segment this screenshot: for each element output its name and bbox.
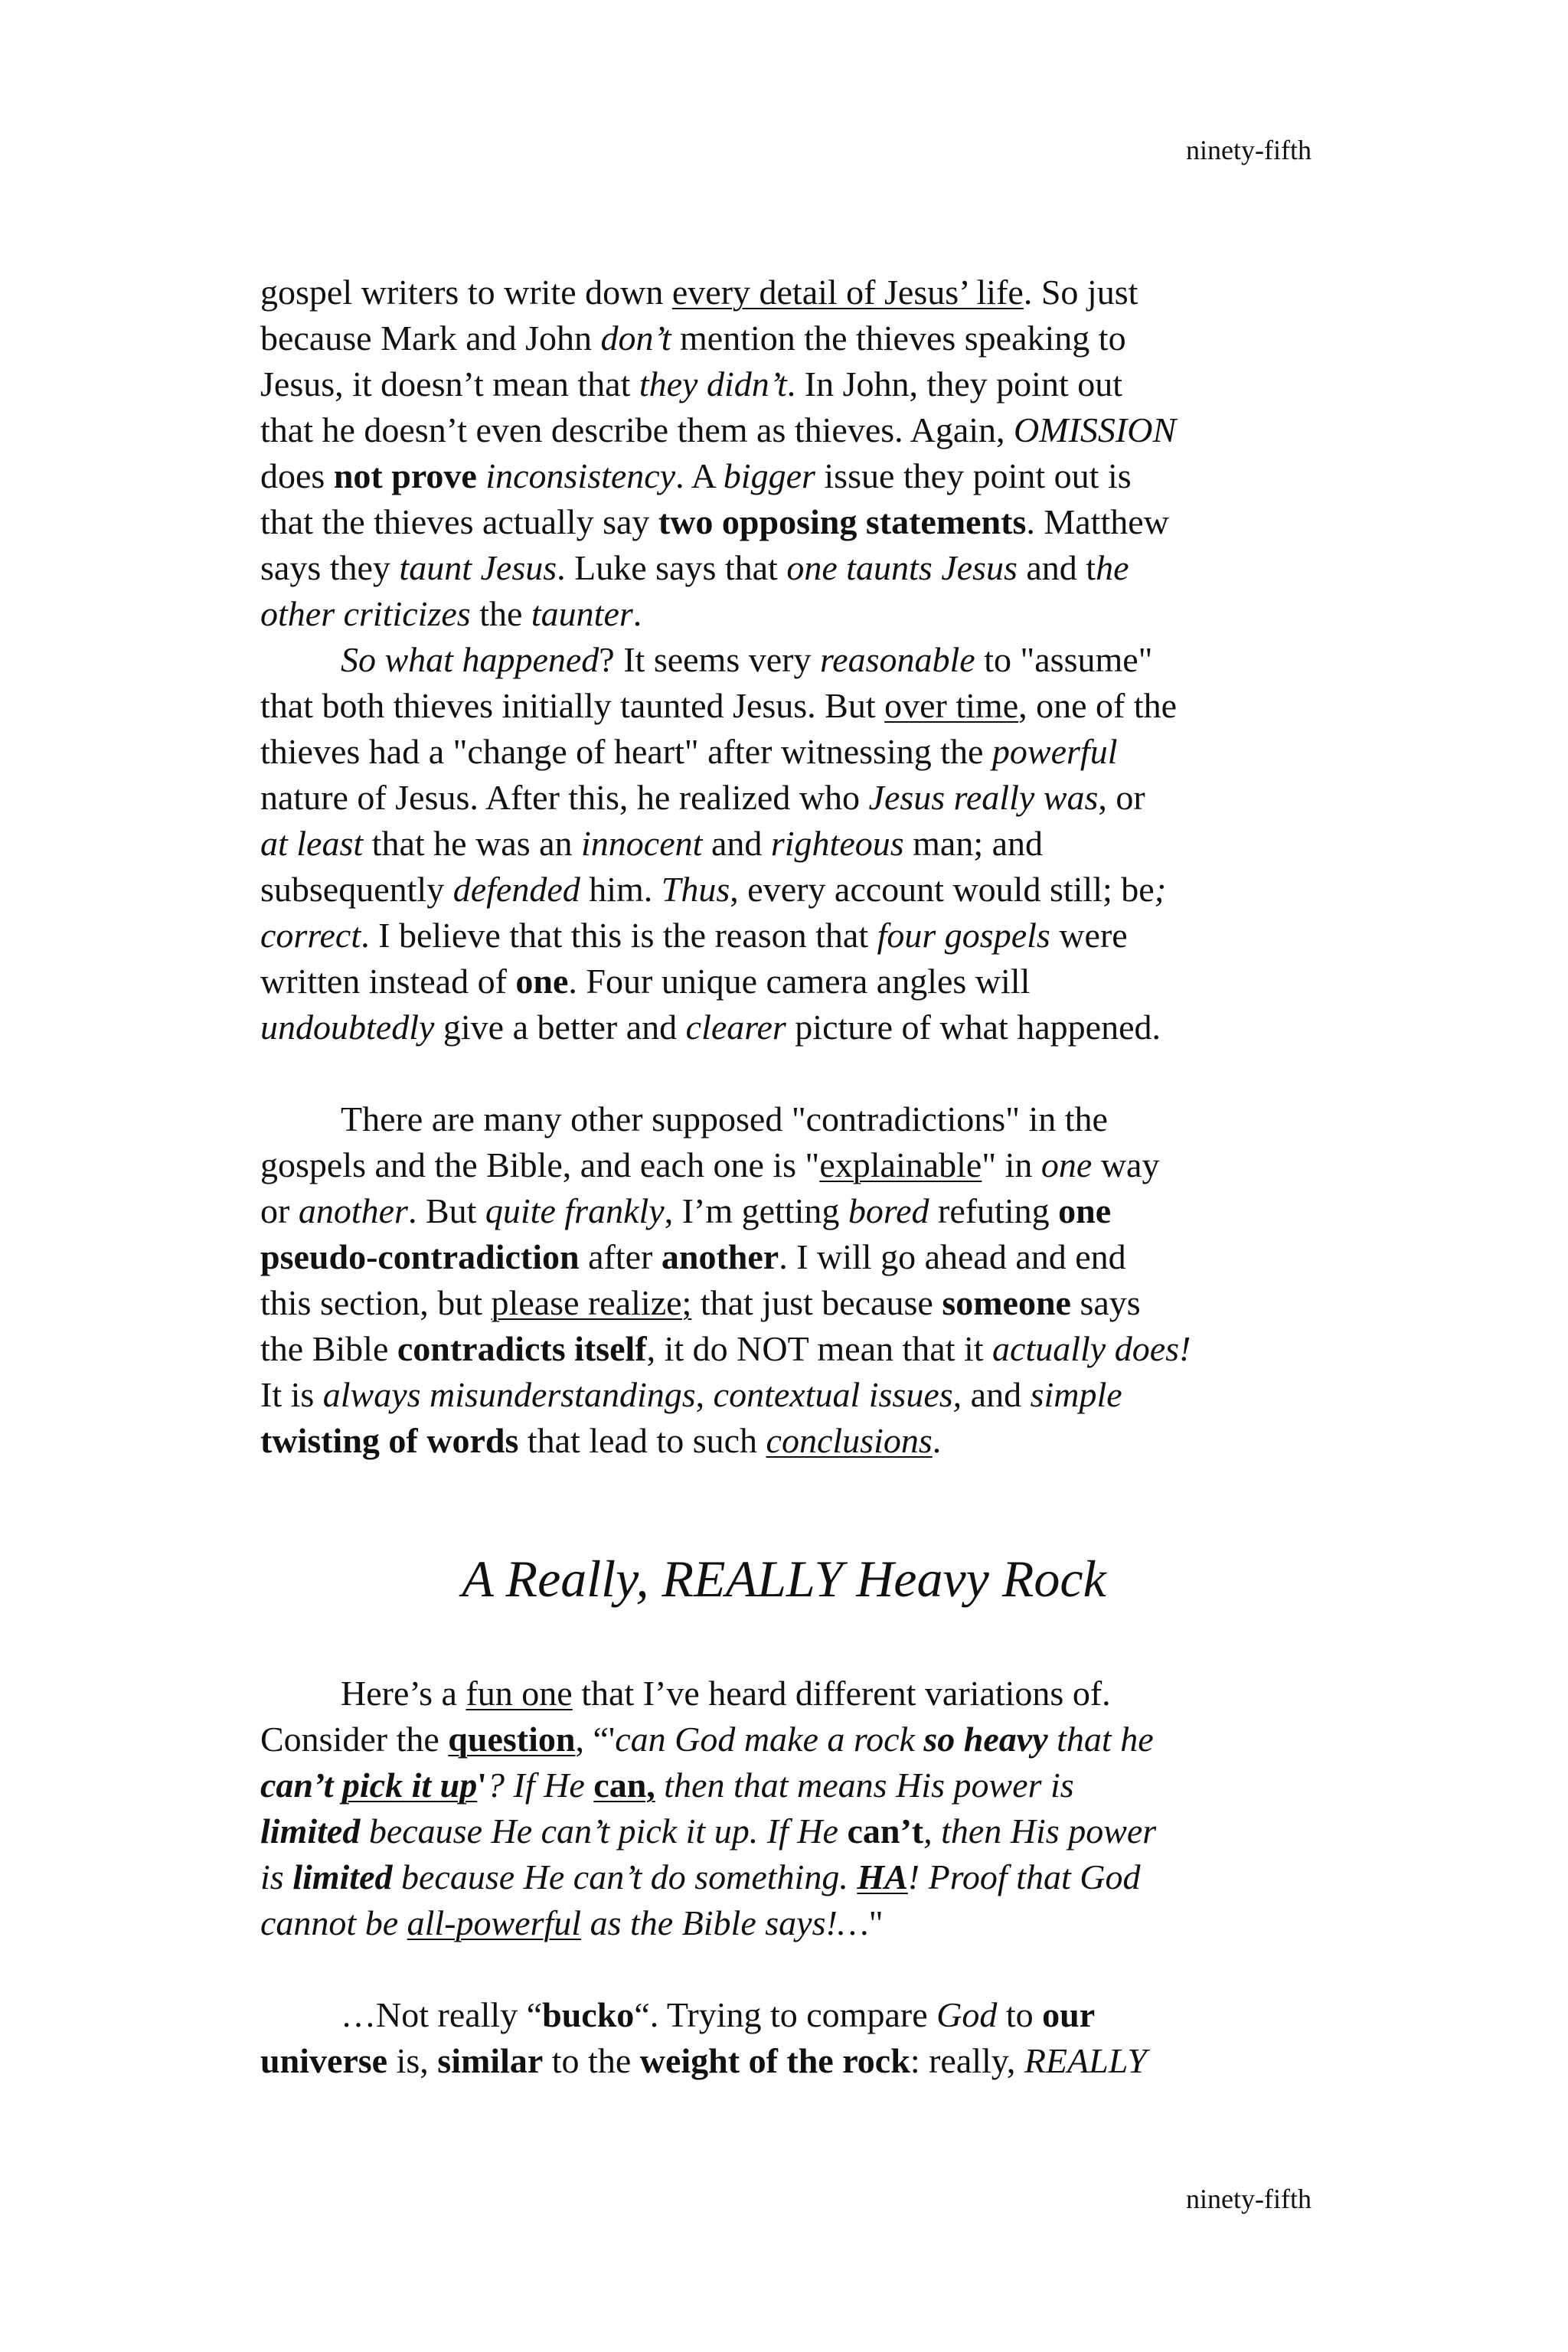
text-run: , I’m getting [664, 1191, 848, 1230]
text-run: to "assume" [975, 640, 1153, 679]
text-line [260, 821, 1043, 867]
text-run: bigger [723, 456, 815, 495]
text-line [260, 591, 642, 637]
text-run: . In John, they point out [786, 364, 1123, 403]
text-run: " [868, 1903, 884, 1942]
text-run: refuting [929, 1191, 1059, 1230]
text-run: two opposing statements [658, 502, 1027, 541]
text-run: righteous [770, 824, 904, 863]
text-run: , it do NOT mean that it [646, 1329, 993, 1368]
text-run: . I believe that this is the reason that [361, 916, 877, 955]
text-run: : really, [910, 2041, 1024, 2080]
text-run: bucko [542, 1995, 635, 2034]
text-run: don’t [600, 318, 671, 358]
text-run: four gospels [877, 916, 1050, 955]
text-run: twisting of words [260, 1421, 519, 1460]
text-line [260, 1900, 883, 1946]
text-run: another [661, 1237, 779, 1276]
text-run: , then His power [923, 1811, 1157, 1851]
text-run: and [702, 824, 771, 863]
text-run: . Matthew [1026, 502, 1169, 541]
text-run: issue they point out is [815, 456, 1132, 495]
text-run: that just because [691, 1283, 942, 1322]
text-run: someone [942, 1283, 1071, 1322]
text-line [260, 1280, 1141, 1326]
text-line [260, 270, 1138, 315]
text-run: , “' [575, 1720, 616, 1759]
text-run: It is [260, 1375, 323, 1414]
text-run: way [1092, 1145, 1160, 1184]
text-run: contextual issues, [713, 1375, 962, 1414]
text-run: please realize; [491, 1283, 692, 1322]
text-run: limited [292, 1857, 393, 1896]
text-run: similar [437, 2041, 544, 2080]
text-line [260, 1808, 1156, 1854]
text-run: says they [260, 548, 400, 587]
text-line [260, 453, 1132, 499]
text-run: powerful [991, 732, 1118, 771]
text-run: contradicts itself [397, 1329, 647, 1368]
text-run [477, 456, 486, 495]
text-run: subsequently [260, 870, 453, 909]
text-run: simple [1030, 1375, 1122, 1414]
text-run: not prove [333, 456, 477, 495]
text-run: quite frankly [485, 1191, 665, 1230]
text-run: conclusions [766, 1421, 933, 1460]
text-run: pick it up [341, 1766, 478, 1805]
text-run: . [932, 1421, 942, 1460]
text-line [260, 2038, 1147, 2084]
text-run: our [1042, 1995, 1096, 2034]
text-run: written instead of [260, 962, 516, 1001]
text-run: because He can’t do something. [392, 1857, 858, 1896]
text-run: fun one [466, 1674, 573, 1713]
text-line [341, 1096, 1108, 1142]
text-line [260, 683, 1177, 729]
text-run: over time [884, 686, 1019, 725]
text-run: or [260, 1191, 299, 1230]
text-run: inconsistency [485, 456, 676, 495]
text-run: REALLY [1024, 2041, 1147, 2080]
text-run: the [470, 594, 531, 633]
text-run: OMISSION [1014, 410, 1177, 449]
text-run: and [962, 1375, 1031, 1414]
text-line [260, 361, 1122, 407]
text-line [260, 729, 1117, 775]
text-run: ! Proof that God [907, 1857, 1141, 1896]
text-run: is, [387, 2041, 438, 2080]
text-line [260, 959, 1030, 1004]
text-run: , [695, 1375, 714, 1414]
text-run: he [1096, 548, 1129, 587]
text-run: that lead to such [518, 1421, 766, 1460]
text-run: mention the thieves speaking to [671, 318, 1126, 358]
text-line [260, 1854, 1140, 1900]
text-run: limited [260, 1811, 361, 1851]
text-run: they didn’t [639, 364, 787, 403]
text-run: , or [1098, 778, 1145, 817]
text-run: this section, but [260, 1283, 492, 1322]
text-run: that he [1047, 1720, 1154, 1759]
text-run: actually does! [992, 1329, 1191, 1368]
text-run: ? It seems very [599, 640, 820, 679]
text-run: so heavy [923, 1720, 1048, 1759]
text-line [260, 775, 1145, 821]
text-run: . Luke says that [557, 548, 787, 587]
text-run: " in [982, 1145, 1041, 1184]
page-footer-label: ninety-fifth [1186, 2184, 1312, 2214]
text-run: . So just [1023, 273, 1138, 312]
text-run: thieves had a "change of heart" after witnessing the [260, 732, 992, 771]
text-line [260, 1372, 1122, 1418]
text-run: that the thieves actually say [260, 502, 658, 541]
text-run: gospel writers to write down [260, 273, 672, 312]
text-run: cannot be [260, 1903, 407, 1942]
text-run: another [298, 1191, 408, 1230]
text-run: other criticizes [260, 594, 471, 633]
text-run: man; and [903, 824, 1044, 863]
text-run: one [1058, 1191, 1112, 1230]
text-run: to the [543, 2041, 640, 2080]
text-run: Consider the [260, 1720, 449, 1759]
text-line [260, 407, 1176, 453]
text-run: gospels and the Bible, and each one is " [260, 1145, 820, 1184]
text-line [260, 867, 1166, 913]
text-run: taunt Jesus [399, 548, 557, 587]
text-run: ? If He [487, 1766, 594, 1805]
text-run: Thus [661, 870, 730, 909]
text-run: . Four unique camera angles will [568, 962, 1031, 1001]
text-run: him. [580, 870, 662, 909]
text-line [341, 1671, 1111, 1717]
text-run: , one of the [1018, 686, 1178, 725]
text-run: can, [593, 1766, 655, 1805]
text-line [341, 637, 1152, 683]
text-run: ; [1154, 870, 1167, 909]
text-run: one [515, 962, 569, 1001]
text-run: So what happened [341, 640, 599, 679]
text-line [260, 1004, 1161, 1050]
text-run: pseudo-contradiction [260, 1237, 580, 1276]
text-run: that both thieves initially taunted Jesus. But [260, 686, 885, 725]
text-run: to [997, 1995, 1043, 2034]
text-run: after [579, 1237, 662, 1276]
text-run: undoubtedly [260, 1008, 435, 1047]
text-line [260, 1418, 941, 1464]
text-run: Jesus, it doesn’t mean that [260, 364, 639, 403]
text-run: then that means His power is [655, 1766, 1074, 1805]
text-run: one taunts Jesus [786, 548, 1018, 587]
text-run: give a better and [434, 1008, 686, 1047]
text-run: “. Trying to compare [634, 1995, 937, 2034]
text-run: one [1040, 1145, 1093, 1184]
text-line [260, 913, 1128, 959]
text-run: . I will go ahead and end [779, 1237, 1126, 1276]
text-run: picture of what happened. [786, 1008, 1161, 1047]
text-run: clearer [685, 1008, 786, 1047]
text-run: HA [857, 1857, 908, 1896]
text-run: the Bible [260, 1329, 397, 1368]
text-run: Jesus really was [868, 778, 1099, 817]
text-run: can’t [847, 1811, 924, 1851]
text-run: defended [452, 870, 580, 909]
text-run: weight of the rock [639, 2041, 910, 2080]
section-heading: A Really, REALLY Heavy Rock [462, 1550, 1106, 1608]
text-run: …Not really “ [341, 1995, 543, 2034]
text-line [260, 1717, 1154, 1762]
text-run: , every account would still; be [730, 870, 1155, 909]
text-line [260, 1326, 1191, 1372]
text-run: Here’s a [341, 1674, 466, 1713]
text-run: . A [675, 456, 724, 495]
text-line [260, 1188, 1111, 1234]
text-run: does [260, 456, 334, 495]
text-run: says [1070, 1283, 1141, 1322]
text-line [260, 1142, 1159, 1188]
text-line [341, 1992, 1095, 2038]
text-run: because Mark and John [260, 318, 601, 358]
text-line [260, 545, 1129, 591]
text-run: every detail of Jesus’ life [671, 273, 1024, 312]
text-run: . [632, 594, 642, 633]
text-run: that I’ve heard different variations of. [572, 1674, 1111, 1713]
text-line [260, 499, 1169, 545]
text-run: that he was an [363, 824, 582, 863]
text-run: innocent [581, 824, 703, 863]
text-run: always misunderstandings [322, 1375, 696, 1414]
text-run: question [448, 1720, 576, 1759]
text-run: bored [848, 1191, 929, 1230]
text-run: taunter [531, 594, 633, 633]
text-run: ' [477, 1766, 488, 1805]
text-run: can’t [260, 1766, 342, 1805]
text-run: reasonable [819, 640, 975, 679]
text-run: at least [260, 824, 364, 863]
text-run: because He can’t pick it up. If He [360, 1811, 848, 1851]
text-run: all-powerful [407, 1903, 582, 1942]
text-run: explainable [819, 1145, 982, 1184]
text-run: were [1050, 916, 1128, 955]
text-run: that he doesn’t even describe them as thieves. Again, [260, 410, 1014, 449]
text-line [260, 315, 1126, 361]
page-header-label: ninety-fifth [1186, 135, 1312, 165]
text-line [260, 1234, 1126, 1280]
text-run: God [936, 1995, 998, 2034]
text-run: and t [1017, 548, 1096, 587]
text-run: as the Bible says!… [581, 1903, 869, 1942]
text-run: can God make a rock [615, 1720, 924, 1759]
text-line [260, 1762, 1074, 1808]
text-run: universe [260, 2041, 388, 2080]
text-run: There are many other supposed "contradictions" in the [341, 1099, 1108, 1138]
text-run: . But [407, 1191, 485, 1230]
text-run: is [260, 1857, 293, 1896]
text-run: correct [260, 916, 361, 955]
text-run: nature of Jesus. After this, he realized who [260, 778, 869, 817]
